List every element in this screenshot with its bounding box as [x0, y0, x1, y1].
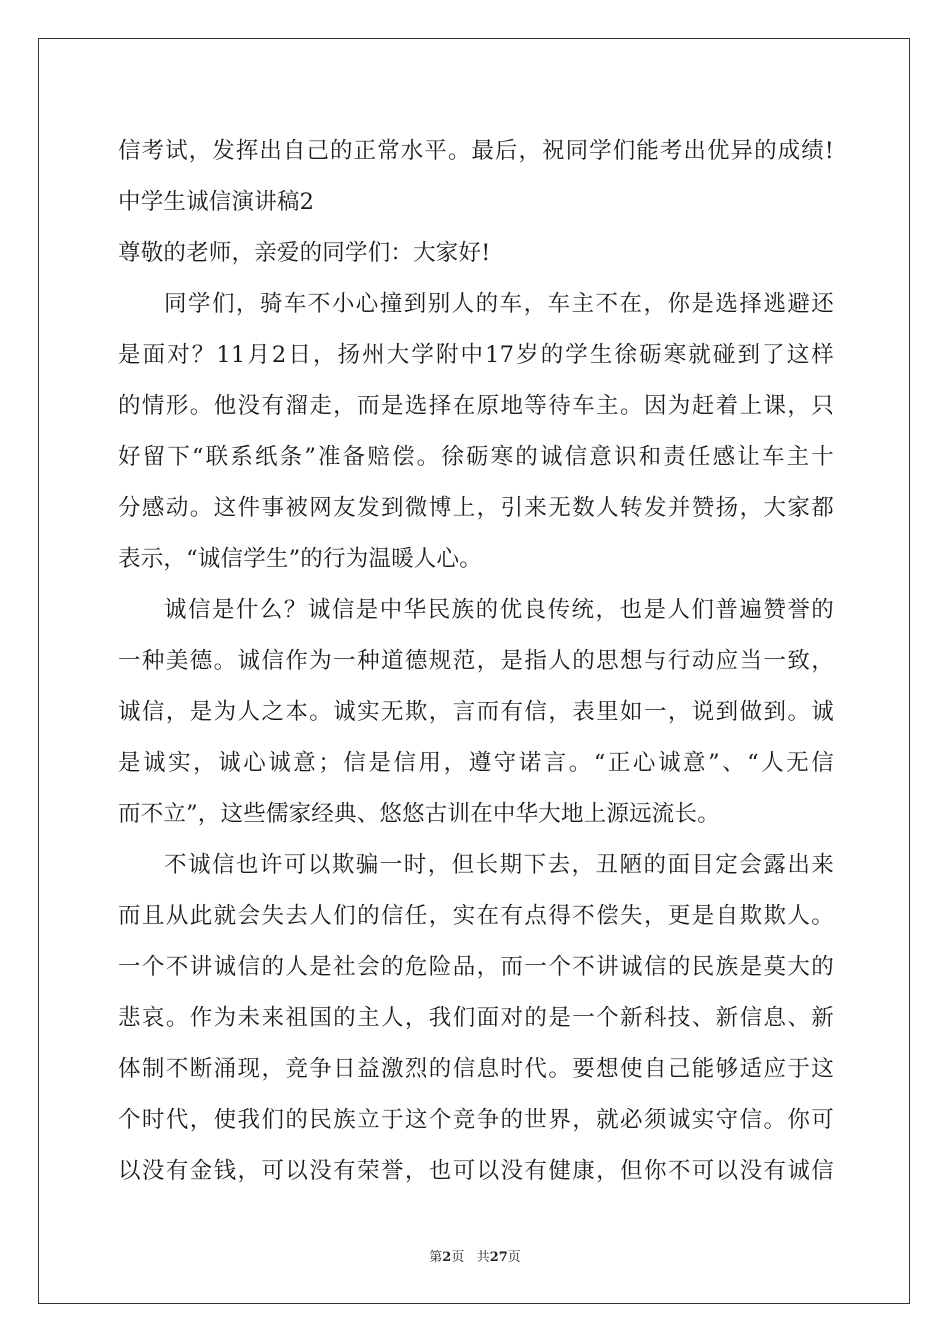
text-line: 以没有金钱，可以没有荣誉，也可以没有健康，但你不可以没有诚信: [118, 1158, 834, 1184]
total-pages: 27: [489, 1250, 508, 1265]
document-body: [118, 126, 834, 1197]
text-line: 信考试，发挥出自己的正常水平。最后，祝同学们能考出优异的成绩!: [118, 138, 834, 164]
text-line: 分感动。这件事被网友发到微博上，引来无数人转发并赞扬，大家都: [118, 495, 834, 521]
salutation: 尊敬的老师，亲爱的同学们：大家好!: [118, 240, 491, 266]
page-footer: [0, 1246, 950, 1265]
page-number: 2: [442, 1250, 452, 1265]
text-line: 一种美德。诚信作为一种道德规范，是指人的思想与行动应当一致，: [118, 648, 834, 674]
total-suffix: 页: [507, 1250, 521, 1265]
text-line: 而且从此就会失去人们的信任，实在有点得不偿失，更是自欺欺人。: [118, 903, 834, 929]
total-prefix: 共: [476, 1250, 490, 1265]
text-line: 是面对？11月2日，扬州大学附中17岁的学生徐砺寒就碰到了这样: [118, 342, 834, 368]
text-line: 同学们，骑车不小心撞到别人的车，车主不在，你是选择逃避还: [164, 291, 834, 317]
text-line: 悲哀。作为未来祖国的主人，我们面对的是一个新科技、新信息、新: [118, 1005, 834, 1031]
text-line: 表示，“诚信学生”的行为温暖人心。: [118, 546, 482, 572]
text-line: 不诚信也许可以欺骗一时，但长期下去，丑陋的面目定会露出来: [164, 852, 834, 878]
text-line: 的情形。他没有溜走，而是选择在原地等待车主。因为赶着上课，只: [118, 393, 834, 419]
page-prefix: 第: [429, 1250, 443, 1265]
text-line: 体制不断涌现，竞争日益激烈的信息时代。要想使自己能够适应于这: [118, 1056, 834, 1082]
page-suffix: 页: [451, 1250, 465, 1265]
text-line: 诚信是什么？诚信是中华民族的优良传统，也是人们普遍赞誉的: [164, 597, 834, 623]
text-line: 个时代，使我们的民族立于这个竞争的世界，就必须诚实守信。你可: [118, 1107, 834, 1133]
text-line: 是诚实，诚心诚意；信是信用，遵守诺言。“正心诚意”、“人无信: [118, 750, 834, 776]
text-line: 而不立”，这些儒家经典、悠悠古训在中华大地上源远流长。: [118, 801, 720, 827]
text-line: 诚信，是为人之本。诚实无欺，言而有信，表里如一，说到做到。诚: [118, 699, 834, 725]
section-title: 中学生诚信演讲稿2: [118, 189, 315, 215]
text-line: 一个不讲诚信的人是社会的危险品，而一个不讲诚信的民族是莫大的: [118, 954, 834, 980]
text-line: 好留下“联系纸条”准备赔偿。徐砺寒的诚信意识和责任感让车主十: [118, 444, 834, 470]
